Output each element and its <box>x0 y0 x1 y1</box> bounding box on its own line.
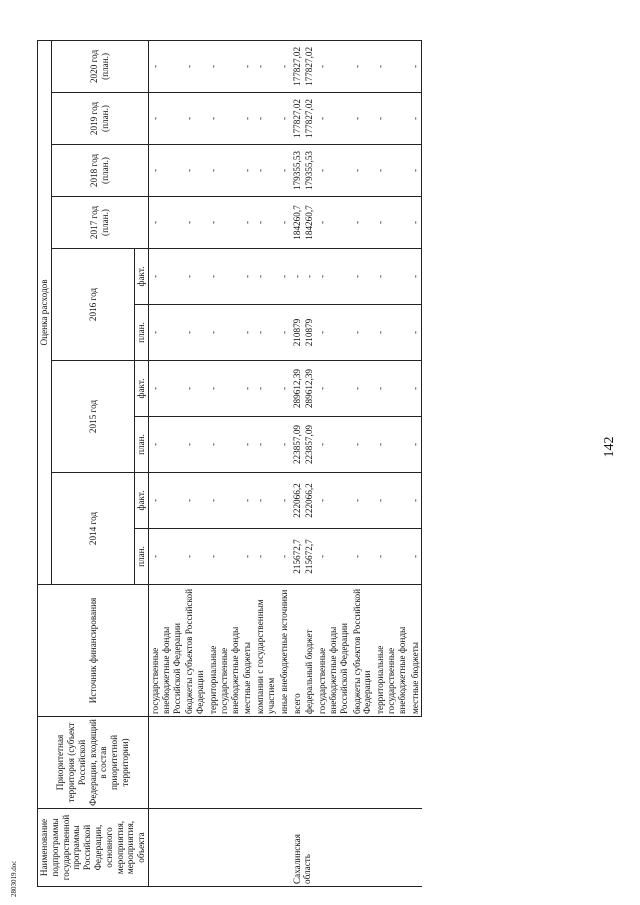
value-cell: - <box>254 249 278 305</box>
source-cell: территориальные государственные внебюджетные фонды <box>374 585 408 717</box>
value-cell: - <box>278 361 291 417</box>
header-2020: 2020 год (план.) <box>51 40 148 92</box>
value-cell: - <box>207 417 241 473</box>
value-cell: - <box>241 145 254 197</box>
value-cell: - <box>316 473 350 529</box>
header-territory: Приоритетная территория (субъект Российской Федерации, входящий в состав приоритетной территории) <box>38 717 149 809</box>
value-cell: - <box>254 305 278 361</box>
header-2018: 2018 год (план.) <box>51 145 148 197</box>
value-cell: - <box>207 305 241 361</box>
value-cell: 177827,02 <box>291 40 304 92</box>
value-cell: - <box>374 361 408 417</box>
header-2016-fact: факт. <box>135 249 149 305</box>
value-cell: - <box>316 145 350 197</box>
value-cell: - <box>241 417 254 473</box>
value-cell: - <box>254 361 278 417</box>
value-cell: - <box>278 473 291 529</box>
value-cell: - <box>316 249 350 305</box>
value-cell: - <box>316 417 350 473</box>
value-cell: - <box>303 249 316 305</box>
value-cell: - <box>241 529 254 585</box>
value-cell: - <box>241 305 254 361</box>
value-cell: - <box>351 529 375 585</box>
value-cell: - <box>351 249 375 305</box>
value-cell: - <box>316 197 350 249</box>
value-cell: 184260,7 <box>291 197 304 249</box>
value-cell: 177827,02 <box>291 93 304 145</box>
value-cell: - <box>278 40 291 92</box>
value-cell: - <box>316 40 350 92</box>
value-cell: - <box>278 145 291 197</box>
value-cell: 179355,53 <box>291 145 304 197</box>
value-cell: - <box>409 93 422 145</box>
value-cell: - <box>278 197 291 249</box>
value-cell: 223857,09 <box>291 417 304 473</box>
header-group-title: Оценка расходов <box>38 40 52 584</box>
value-cell: - <box>207 145 241 197</box>
budget-table <box>37 40 422 887</box>
value-cell: - <box>409 361 422 417</box>
header-2015-plan: план. <box>135 417 149 473</box>
value-cell: - <box>148 197 183 249</box>
footer-code: 2803019.doc <box>10 860 18 897</box>
value-cell: - <box>241 93 254 145</box>
value-cell: 289612,39 <box>303 361 316 417</box>
source-cell: иные внебюджетные источники <box>278 585 291 717</box>
value-cell: 210879 <box>303 305 316 361</box>
value-cell: - <box>241 249 254 305</box>
source-cell: местные бюджеты <box>241 585 254 717</box>
header-year-2014: 2014 год <box>51 473 134 585</box>
value-cell: - <box>409 40 422 92</box>
header-2019: 2019 год (план.) <box>51 93 148 145</box>
value-cell: 215672,7 <box>291 529 304 585</box>
value-cell: - <box>207 361 241 417</box>
source-cell: всего <box>291 585 304 717</box>
table-row <box>291 40 304 886</box>
row-name <box>148 809 290 887</box>
header-2017: 2017 год (план.) <box>51 197 148 249</box>
source-cell: компании с государственным участием <box>254 585 278 717</box>
header-source: Источник финансирования <box>38 585 149 717</box>
source-cell: местные бюджеты <box>409 585 422 717</box>
value-cell: 289612,39 <box>291 361 304 417</box>
row-name: Сахалинская область <box>291 809 422 887</box>
value-cell: - <box>183 197 207 249</box>
value-cell: - <box>241 361 254 417</box>
value-cell: - <box>241 40 254 92</box>
value-cell: - <box>254 529 278 585</box>
value-cell: - <box>374 145 408 197</box>
value-cell: - <box>409 249 422 305</box>
value-cell: - <box>278 417 291 473</box>
value-cell: - <box>254 473 278 529</box>
value-cell: - <box>409 529 422 585</box>
value-cell: - <box>351 473 375 529</box>
value-cell: - <box>254 197 278 249</box>
row-territory <box>291 717 422 809</box>
header-year-2016: 2016 год <box>51 249 134 361</box>
value-cell: - <box>351 417 375 473</box>
value-cell: - <box>351 93 375 145</box>
value-cell: - <box>183 305 207 361</box>
header-2016-plan: план. <box>135 305 149 361</box>
value-cell: - <box>207 529 241 585</box>
value-cell: - <box>148 305 183 361</box>
value-cell: - <box>207 93 241 145</box>
value-cell: 210879 <box>291 305 304 361</box>
value-cell: 222066,2 <box>303 473 316 529</box>
value-cell: - <box>316 93 350 145</box>
value-cell: - <box>241 197 254 249</box>
value-cell: - <box>351 145 375 197</box>
value-cell: - <box>148 249 183 305</box>
value-cell: - <box>374 197 408 249</box>
header-2014-fact: факт. <box>135 473 149 529</box>
value-cell: - <box>183 145 207 197</box>
value-cell: - <box>207 473 241 529</box>
value-cell: - <box>207 40 241 92</box>
value-cell: - <box>148 93 183 145</box>
value-cell: - <box>254 93 278 145</box>
value-cell: - <box>148 529 183 585</box>
header-2014-plan: план. <box>135 529 149 585</box>
value-cell: - <box>316 529 350 585</box>
value-cell: 215672,7 <box>303 529 316 585</box>
value-cell: - <box>148 417 183 473</box>
value-cell: - <box>278 305 291 361</box>
value-cell: - <box>148 145 183 197</box>
row-territory <box>148 717 290 809</box>
value-cell: - <box>316 361 350 417</box>
value-cell: 177827,02 <box>303 93 316 145</box>
value-cell: 177827,02 <box>303 40 316 92</box>
value-cell: - <box>183 529 207 585</box>
value-cell: - <box>409 473 422 529</box>
value-cell: 222066,2 <box>291 473 304 529</box>
value-cell: - <box>183 361 207 417</box>
value-cell: 184260,7 <box>303 197 316 249</box>
value-cell: - <box>409 305 422 361</box>
value-cell: - <box>183 249 207 305</box>
value-cell: - <box>207 197 241 249</box>
value-cell: - <box>183 417 207 473</box>
value-cell: - <box>183 93 207 145</box>
value-cell: - <box>374 40 408 92</box>
source-cell: бюджеты субъектов Российской Федерации <box>351 585 375 717</box>
value-cell: - <box>148 40 183 92</box>
header-year-2015: 2015 год <box>51 361 134 473</box>
page-number: 142 <box>602 436 617 458</box>
source-cell: бюджеты субъектов Российской Федерации <box>183 585 207 717</box>
value-cell: - <box>183 473 207 529</box>
value-cell: - <box>183 40 207 92</box>
value-cell: - <box>148 361 183 417</box>
value-cell: - <box>374 529 408 585</box>
value-cell: - <box>207 249 241 305</box>
value-cell: - <box>351 305 375 361</box>
value-cell: 223857,09 <box>303 417 316 473</box>
header-name: Наименование подпрограммы государственной программы Российской Федерации, основного мероприятия, мероприятия, объекта <box>38 809 149 887</box>
value-cell: - <box>241 473 254 529</box>
value-cell: - <box>374 305 408 361</box>
header-2015-fact: факт. <box>135 361 149 417</box>
value-cell: - <box>148 473 183 529</box>
value-cell: - <box>374 473 408 529</box>
value-cell: - <box>351 361 375 417</box>
value-cell: - <box>254 417 278 473</box>
value-cell: - <box>409 417 422 473</box>
value-cell: - <box>291 249 304 305</box>
value-cell: - <box>374 93 408 145</box>
source-cell: государственные внебюджетные фонды Российской Федерации <box>316 585 350 717</box>
value-cell: - <box>374 249 408 305</box>
value-cell: - <box>278 249 291 305</box>
value-cell: - <box>278 529 291 585</box>
value-cell: - <box>409 197 422 249</box>
value-cell: - <box>351 197 375 249</box>
source-cell: федеральный бюджет <box>303 585 316 717</box>
value-cell: - <box>374 417 408 473</box>
value-cell: - <box>278 93 291 145</box>
value-cell: - <box>316 305 350 361</box>
table-row <box>148 40 183 886</box>
value-cell: - <box>254 145 278 197</box>
value-cell: 179355,53 <box>303 145 316 197</box>
source-cell: территориальные государственные внебюджетные фонды <box>207 585 241 717</box>
value-cell: - <box>409 145 422 197</box>
value-cell: - <box>351 40 375 92</box>
value-cell: - <box>254 40 278 92</box>
source-cell: государственные внебюджетные фонды Российской Федерации <box>148 585 183 717</box>
